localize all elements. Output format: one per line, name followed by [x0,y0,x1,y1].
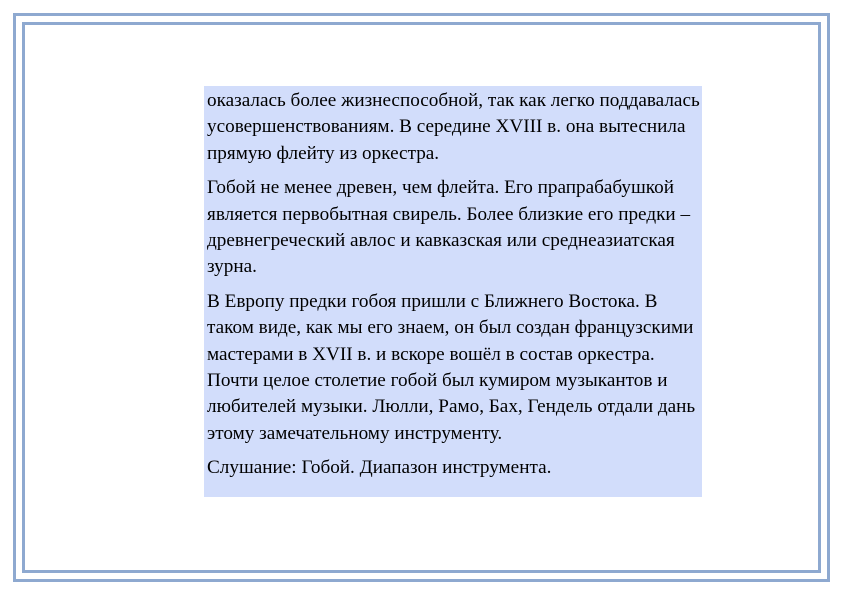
text-box [204,86,702,497]
paragraph-listening-task: Слушание: Гобой. Диапазон инструмента. [207,457,552,479]
paragraph-flute-evolution: оказалась более жизнеспособной, так как легко поддавалась усовершенствованиям. В середине XVIII в. она вытеснила прямую флейту из оркестра. [207,90,700,164]
paragraph-oboe-ancestors: Гобой не менее древен, чем флейта. Его прапрабабушкой является первобытная свирель. Более близкие его предки – древнегреческий авлос и кавказская или среднеазиатская зурна. [207,177,691,278]
paragraph-oboe-in-europe: В Европу предки гобоя пришли с Ближнего Востока. В таком виде, как мы его знаем, он был создан французскими мастерами в XVII в. и вскоре вошёл в состав оркестра. Почти целое столетие гобой был кумиром музыкантов и любителей музыки. Люлли, Рамо, Бах, Гендель отдали дань этому замечательному инструменту. [207,290,696,444]
